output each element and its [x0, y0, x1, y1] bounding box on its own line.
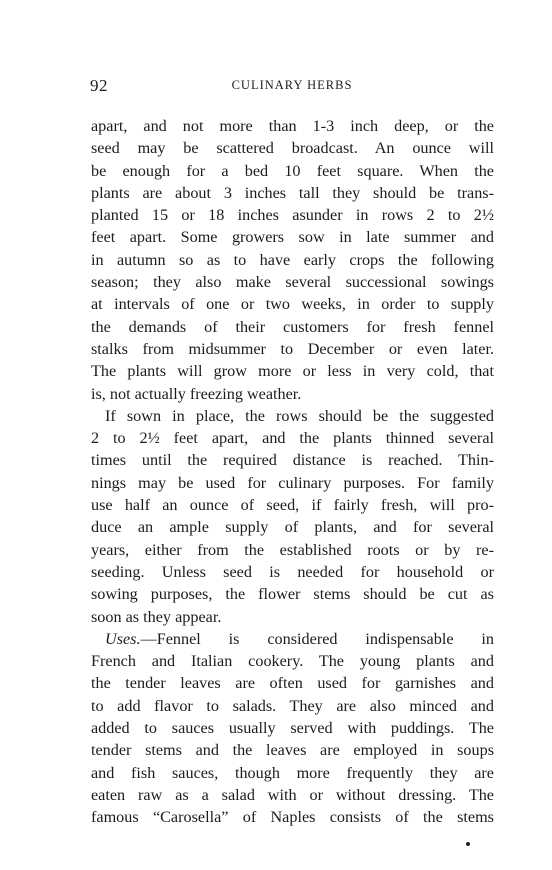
text-line: feet apart. Some growers sow in late summer and: [91, 228, 494, 247]
text-line: soon as they appear.: [91, 607, 222, 626]
text-line: plants are about 3 inches tall they should be trans-: [91, 183, 494, 202]
text-line: use half an ounce of seed, if fairly fresh, will pro-: [91, 496, 494, 515]
text-line: eaten raw as a salad with or without dressing. The: [91, 785, 494, 804]
text-line: and fish sauces, though more frequently they are: [91, 763, 494, 782]
running-head: CULINARY HERBS: [231, 78, 353, 92]
text-line: times until the required distance is reached. Thin-: [91, 451, 494, 470]
text-line: at intervals of one or two weeks, in order to supply: [91, 295, 494, 314]
text-line: the tender leaves are often used for garnishes and: [91, 674, 494, 693]
text-line: stalks from midsummer to December or even later.: [91, 339, 494, 358]
text-line: seeding. Unless seed is needed for household or: [91, 562, 494, 581]
text-line: added to sauces usually served with puddings. The: [91, 719, 494, 738]
text-line: famous “Carosella” of Naples consists of the stems: [91, 808, 494, 827]
text-line: The plants will grow more or less in very cold, that: [91, 362, 494, 381]
text-line: apart, and not more than 1-3 inch deep, or the: [91, 117, 494, 135]
uses-label: Uses.: [105, 629, 141, 648]
text-line: tender stems and the leaves are employed in soups: [91, 741, 494, 760]
text-line: in autumn so as to have early crops the following: [91, 250, 494, 269]
page-header: [90, 76, 494, 98]
text-line: 2 to 2½ feet apart, and the plants thinned several: [91, 429, 494, 448]
ink-speck: [466, 842, 470, 846]
text-line: is, not actually freezing weather.: [91, 384, 302, 403]
text-line: be enough for a bed 10 feet square. When the: [91, 161, 494, 180]
text-line: sowing purposes, the flower stems should be cut as: [91, 585, 494, 604]
text-line: nings may be used for culinary purposes. For family: [91, 473, 494, 492]
text-line: years, either from the established roots or by re-: [91, 540, 494, 559]
text-line: to add flavor to salads. They are also minced and: [91, 696, 494, 715]
text-line: seed may be scattered broadcast. An ounce will: [91, 139, 494, 158]
text-line: duce an ample supply of plants, and for several: [91, 518, 494, 537]
page-number: 92: [90, 76, 108, 95]
uses-line: [91, 628, 494, 650]
text-line: French and Italian cookery. The young plants and: [91, 652, 494, 671]
text-line: planted 15 or 18 inches asunder in rows 2 to 2½: [91, 206, 494, 225]
uses-text: Fennel is considered indispensable in: [156, 629, 494, 648]
uses-dash: —: [140, 629, 157, 648]
body-text: [91, 115, 494, 829]
text-line: season; they also make several successional sowings: [91, 273, 494, 292]
text-line: the demands of their customers for fresh fennel: [91, 317, 494, 336]
text-line: If sown in place, the rows should be the suggested: [105, 406, 494, 425]
